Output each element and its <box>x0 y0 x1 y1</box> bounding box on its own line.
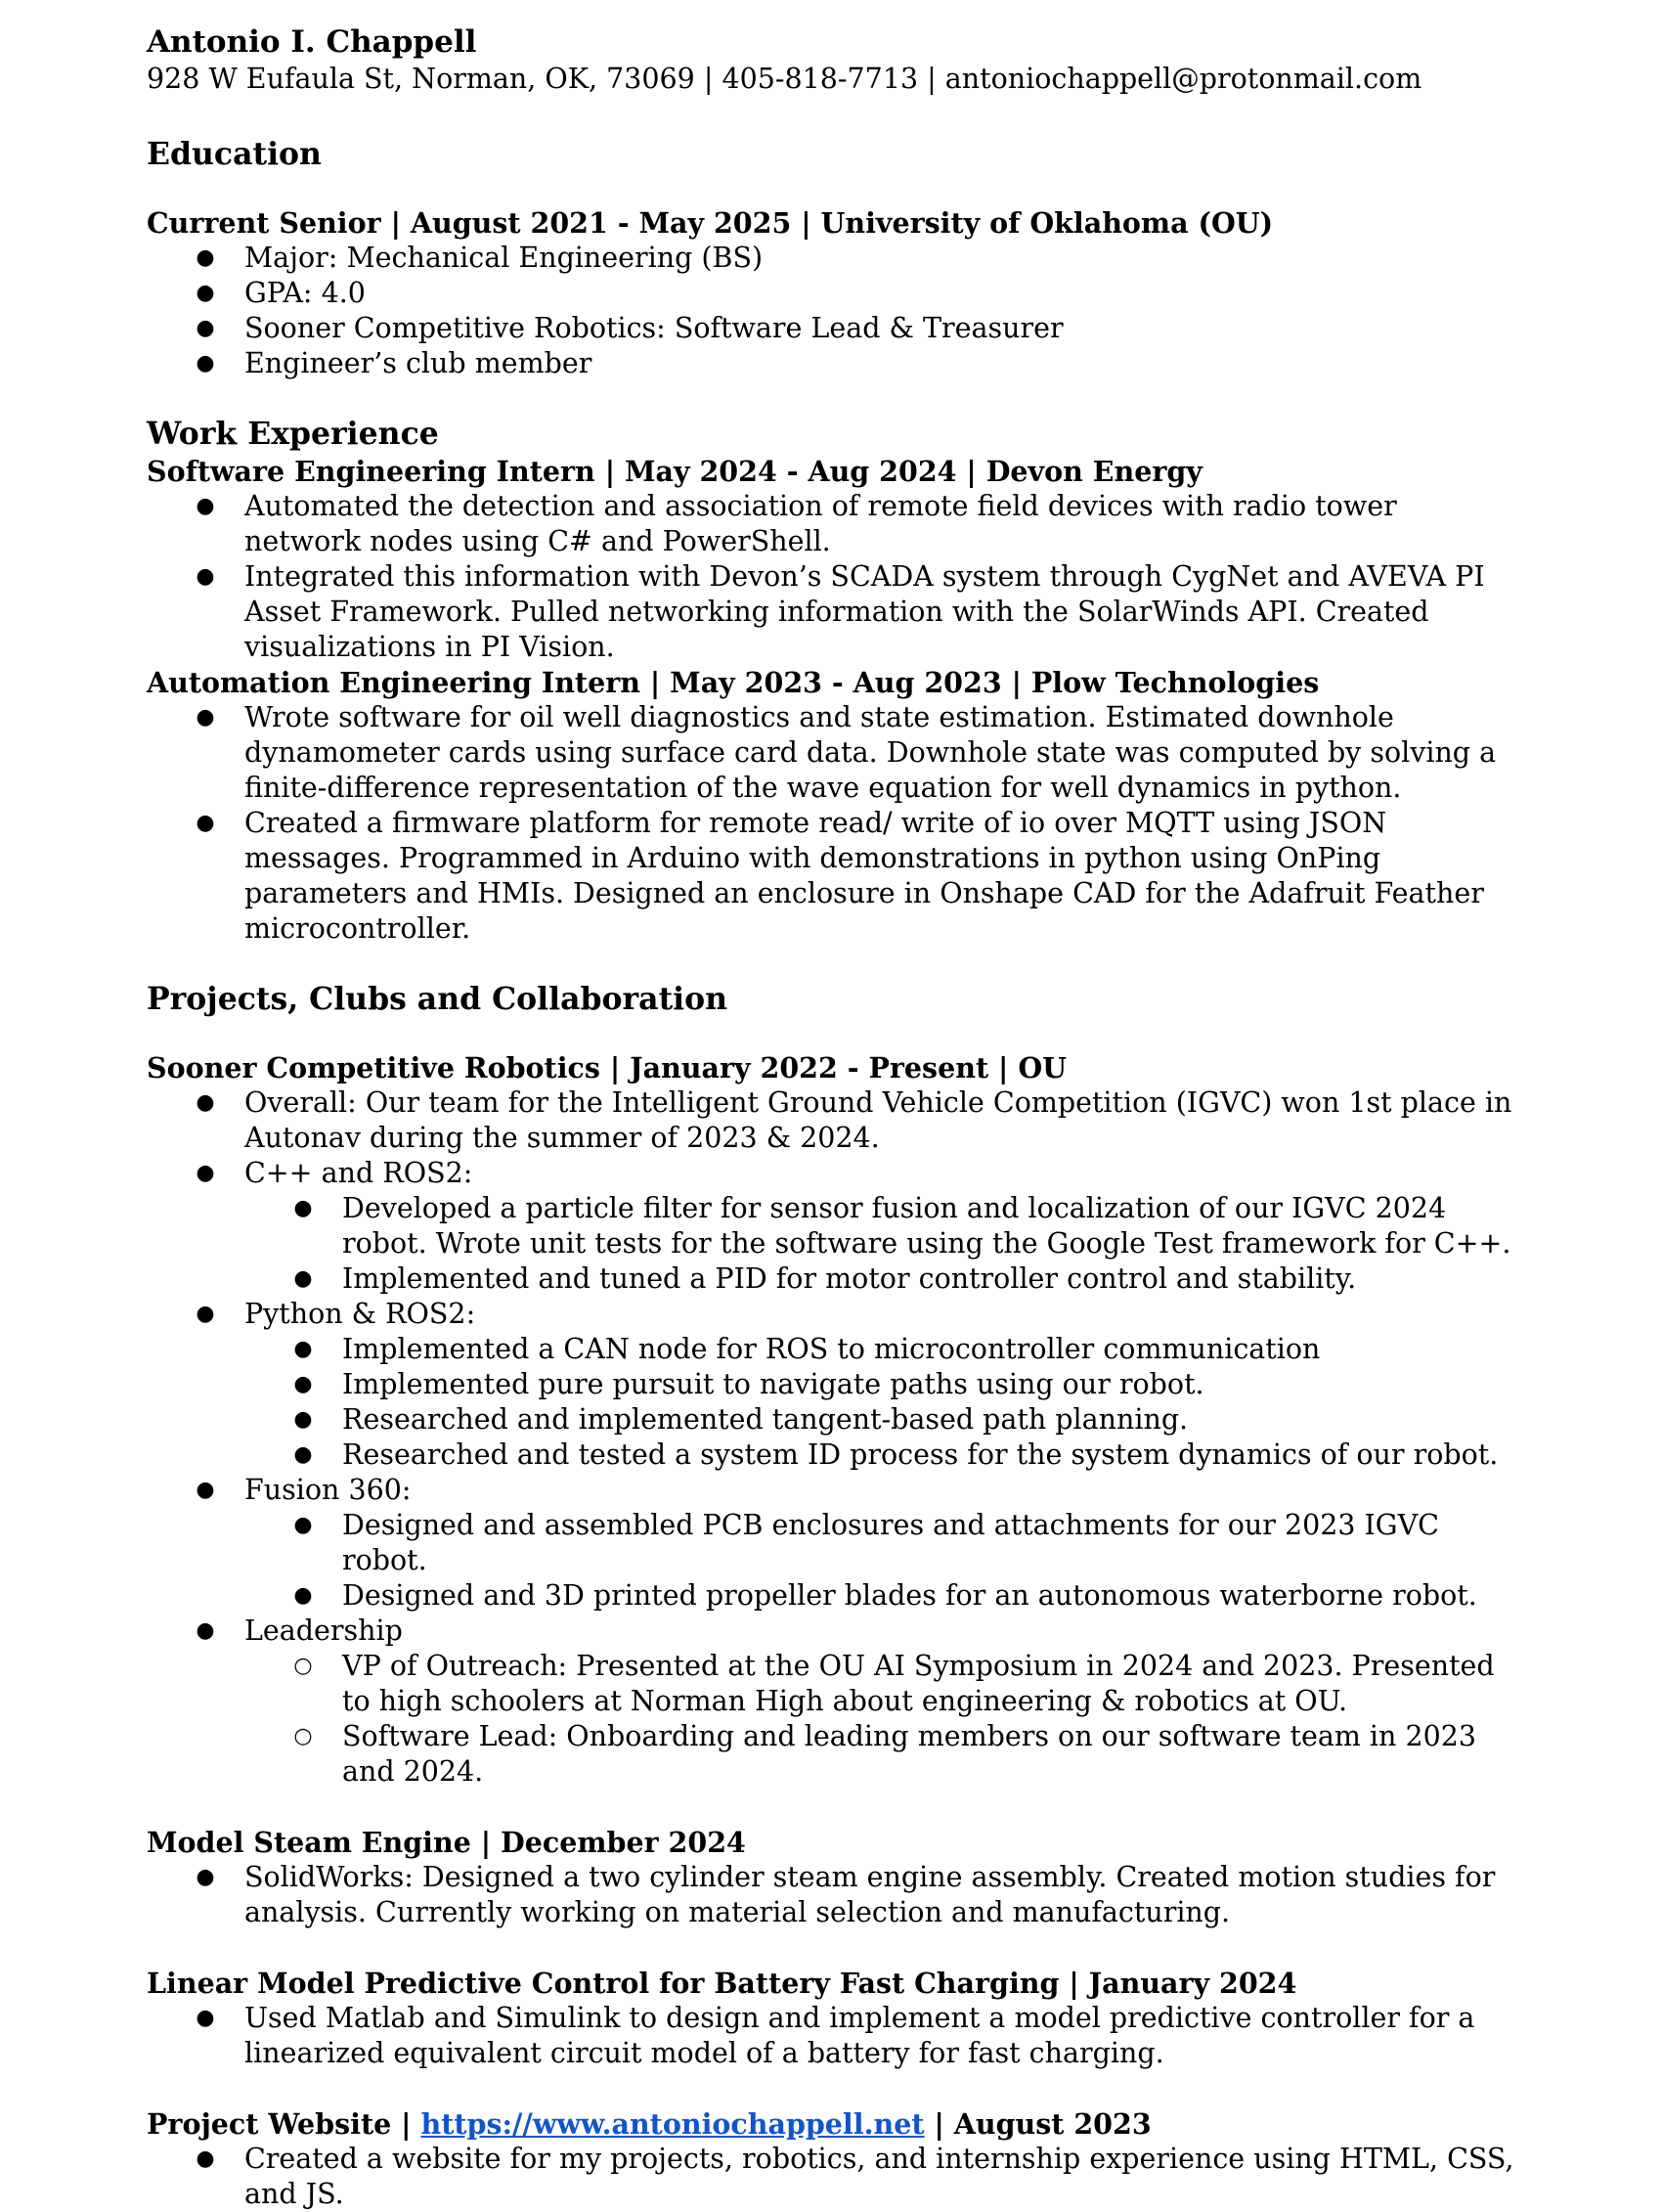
website-link[interactable]: https://www.antoniochappell.net <box>420 2107 925 2141</box>
work-section-title: Work Experience <box>147 416 439 452</box>
bullet-icon: ● <box>196 316 215 340</box>
bullet-icon: ● <box>196 1478 215 1502</box>
list-item: ● Wrote software for oil well diagnostics and state estimation. Estimated downhole dynamometer cards using surface card data. Downhole state was computed by solving a finite-difference representation of the wave equation for well dynamics in python. <box>196 701 1497 804</box>
robotics-python-group <box>147 1297 1515 1332</box>
job-list-devon <box>147 489 1515 665</box>
list-item: ● Engineer’s club member <box>196 347 592 379</box>
bullet-icon: ● <box>293 1266 313 1291</box>
bullet-icon: ● <box>196 245 215 270</box>
website-list <box>147 2142 1515 2212</box>
bullet-icon: ● <box>293 1583 313 1608</box>
bullet-icon: ● <box>196 2006 215 2030</box>
list-item: ● Major: Mechanical Engineering (BS) <box>196 242 764 274</box>
list-item: ● Implemented pure pursuit to navigate paths using our robot. <box>293 1368 1204 1400</box>
list-item: ● Designed and assembled PCB enclosures and attachments for our 2023 IGVC robot. <box>293 1509 1439 1576</box>
list-item: ● Used Matlab and Simulink to design and implement a model predictive controller for a linearized equivalent circuit model of a battery for fast charging. <box>196 2002 1475 2069</box>
list-item: ● Python & ROS2: <box>196 1298 476 1330</box>
bullet-icon: ● <box>196 564 215 589</box>
list-item: ● Implemented a CAN node for ROS to microcontroller communication <box>293 1333 1321 1365</box>
list-item: ● Sooner Competitive Robotics: Software Lead & Treasurer <box>196 312 1064 344</box>
robotics-list <box>147 1085 1515 1191</box>
bullet-icon: ● <box>196 1618 215 1643</box>
robotics-heading: Sooner Competitive Robotics | January 2022 - Present | OU <box>147 1051 1068 1084</box>
bullet-icon: ● <box>196 811 215 835</box>
robotics-fusion-sublist <box>147 1508 1515 1614</box>
education-heading: Current Senior | August 2021 - May 2025 | University of Oklahoma (OU) <box>147 206 1274 240</box>
bullet-icon: ● <box>196 2146 215 2171</box>
list-item: ● Automated the detection and association of remote field devices with radio tower network nodes using C# and PowerShell. <box>196 490 1397 557</box>
education-list <box>147 241 1515 381</box>
robotics-fusion-group <box>147 1473 1515 1508</box>
steam-list <box>147 1860 1515 1930</box>
list-item: ● Created a firmware platform for remote read/ write of io over MQTT using JSON messages. Programmed in Arduino with demonstrations in python using OnPing parameters and HMIs. Designed an enclosure in Onshape CAD for the Adafruit Feather microcontroller. <box>196 807 1484 945</box>
bullet-icon: ● <box>196 1865 215 1889</box>
list-item: ● Implemented and tuned a PID for motor controller control and stability. <box>293 1262 1357 1295</box>
bullet-icon: ● <box>196 281 215 305</box>
website-heading: Project Website | https://www.antoniochappell.net | August 2023 <box>147 2107 1152 2141</box>
steam-heading: Model Steam Engine | December 2024 <box>147 1826 746 1859</box>
bullet-icon: ● <box>293 1407 313 1432</box>
robotics-cpp-sublist <box>147 1191 1515 1297</box>
contact-line: 928 W Eufaula St, Norman, OK, 73069 | 405-818-7713 | antoniochappell@protonmail.com <box>147 63 1422 95</box>
robotics-leadership-group <box>147 1614 1515 1649</box>
robotics-python-sublist <box>147 1332 1515 1473</box>
bullet-icon: ● <box>196 1090 215 1115</box>
list-item: ○ VP of Outreach: Presented at the OU AI Symposium in 2024 and 2023. Presented to high schoolers at Norman High about engineering & robotics at OU. <box>293 1650 1495 1717</box>
bullet-icon: ● <box>293 1442 313 1467</box>
bullet-icon: ● <box>196 351 215 376</box>
list-item: ● Overall: Our team for the Intelligent Ground Vehicle Competition (IGVC) won 1st place in Autonav during the summer of 2023 & 2024. <box>196 1086 1512 1154</box>
hollow-bullet-icon: ○ <box>293 1654 313 1678</box>
bullet-icon: ● <box>293 1196 313 1220</box>
bullet-icon: ● <box>293 1372 313 1396</box>
bullet-icon: ● <box>196 705 215 730</box>
job-list-plow <box>147 700 1515 947</box>
list-item: ● SolidWorks: Designed a two cylinder steam engine assembly. Created motion studies for analysis. Currently working on material selection and manufacturing. <box>196 1861 1496 1928</box>
job-heading-devon: Software Engineering Intern | May 2024 - Aug 2024 | Devon Energy <box>147 455 1203 488</box>
list-item: ● GPA: 4.0 <box>196 277 366 309</box>
list-item: ● Researched and tested a system ID process for the system dynamics of our robot. <box>293 1438 1499 1471</box>
list-item: ● C++ and ROS2: <box>196 1157 473 1189</box>
education-section-title: Education <box>147 136 322 172</box>
job-heading-plow: Automation Engineering Intern | May 2023 - Aug 2023 | Plow Technologies <box>147 666 1320 699</box>
list-item: ● Fusion 360: <box>196 1474 412 1506</box>
bullet-icon: ● <box>196 1161 215 1185</box>
list-item: ● Created a website for my projects, robotics, and internship experience using HTML, CSS, and JS. <box>196 2143 1514 2210</box>
list-item: ● Researched and implemented tangent-based path planning. <box>293 1403 1189 1436</box>
resume-page <box>147 22 1515 2212</box>
bullet-icon: ● <box>293 1337 313 1361</box>
projects-section-title: Projects, Clubs and Collaboration <box>147 981 727 1017</box>
bullet-icon: ● <box>196 1302 215 1326</box>
list-item: ● Designed and 3D printed propeller blades for an autonomous waterborne robot. <box>293 1579 1477 1612</box>
robotics-leadership-sublist <box>147 1649 1515 1790</box>
mpc-list <box>147 2001 1515 2071</box>
resume-name: Antonio I. Chappell <box>147 24 477 60</box>
list-item: ● Integrated this information with Devon’s SCADA system through CygNet and AVEVA PI Asset Framework. Pulled networking information with the SolarWinds API. Created visualizations in PI Vision. <box>196 560 1485 663</box>
mpc-heading: Linear Model Predictive Control for Battery Fast Charging | January 2024 <box>147 1967 1297 2000</box>
list-item: ● Developed a particle filter for sensor fusion and localization of our IGVC 2024 robot. Wrote unit tests for the software using the Google Test framework for C++. <box>293 1192 1511 1260</box>
bullet-icon: ● <box>196 494 215 518</box>
hollow-bullet-icon: ○ <box>293 1724 313 1748</box>
list-item: ● Leadership <box>196 1615 403 1647</box>
bullet-icon: ● <box>293 1513 313 1537</box>
list-item: ○ Software Lead: Onboarding and leading members on our software team in 2023 and 2024. <box>293 1720 1476 1788</box>
